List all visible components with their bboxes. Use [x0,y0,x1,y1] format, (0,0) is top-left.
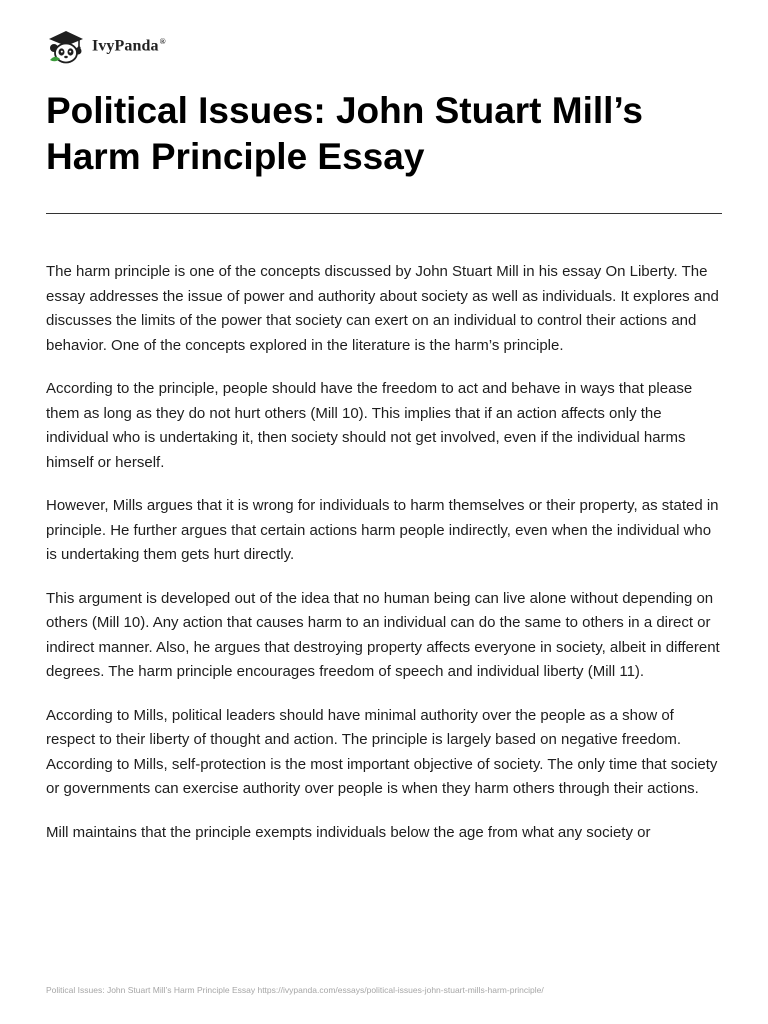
paragraph: According to Mills, political leaders should have minimal authority over the people as a show of respect to their liberty of thought and action. The principle is largely based on negative freedom. According to Mills, self-protection is the most important objective of society. The only time that society or governments can exercise authority over people is when they harm others through their actions. [46,706,718,797]
brand-name: IvyPanda® [92,36,166,55]
paragraph: Mill maintains that the principle exempts individuals below the age from what any society or [46,823,651,841]
title-divider [46,213,722,214]
paragraph: This argument is developed out of the idea that no human being can live alone without depending on others (Mill 10). Any action that causes harm to an individual can do the same to others in a direct or indirect manner. Also, he argues that destroying property affects everyone in society, albeit in different degrees. The harm principle encourages freedom of speech and individual liberty (Mill 11). [46,589,720,680]
registered-mark: ® [159,36,166,46]
panda-graduation-cap-icon [46,26,86,66]
paragraph: However, Mills argues that it is wrong for individuals to harm themselves or their property, as stated in principle. He further argues that certain actions harm people indirectly, even when the individual who is undertaking them gets hurt directly. [46,497,719,563]
paragraph: According to the principle, people should have the freedom to act and behave in ways that please them as long as they do not hurt others (Mill 10). This implies that if an action affects only the individual who is undertaking it, then society should not get involved, even if the individual harms himself or herself. [46,380,693,471]
article-body [46,260,726,864]
site-logo[interactable] [46,26,166,66]
paragraph: The harm principle is one of the concepts discussed by John Stuart Mill in his essay On Liberty. The essay addresses the issue of power and authority about society as well as individuals. It explores and discusses the limits of the power that society can exert on an individual to control their actions and behavior. One of the concepts explored in the literature is the harm’s principle. [46,263,719,354]
page-title: Political Issues: John Stuart Mill’s Harm Principle Essay [46,90,643,177]
footer-citation: Political Issues: John Stuart Mill’s Harm Principle Essay https://ivypanda.com/essays/political-issues-john-stuart-mills-harm-principle/ [46,985,544,995]
